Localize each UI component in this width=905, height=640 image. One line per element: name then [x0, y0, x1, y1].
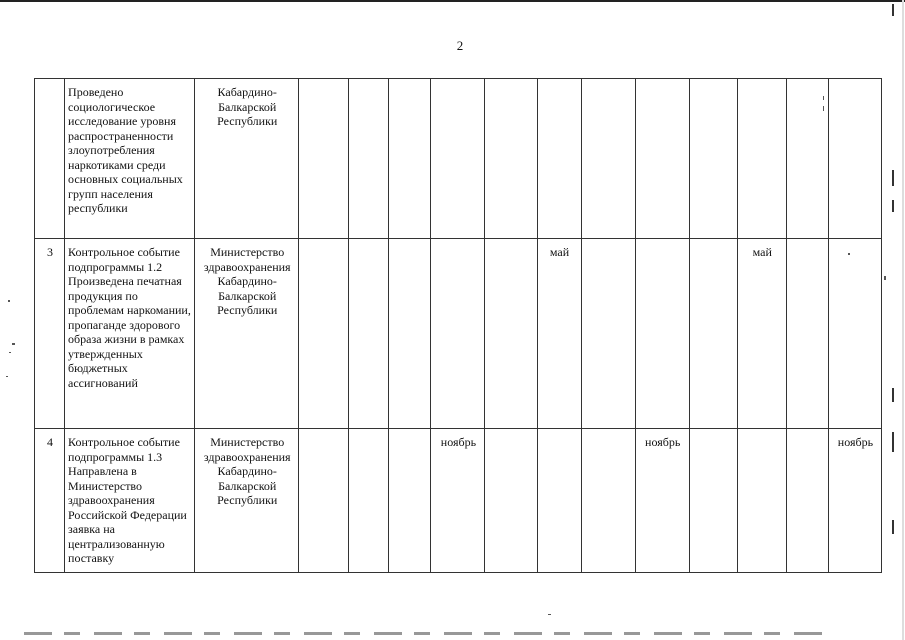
schedule-cell: [786, 79, 828, 239]
schedule-cell: [299, 239, 349, 429]
schedule-cell: [786, 429, 828, 573]
schedule-cell: [689, 429, 737, 573]
schedule-cell: [485, 79, 537, 239]
schedule-cell: ноябрь: [635, 429, 689, 573]
schedule-cell: [389, 239, 431, 429]
schedule-cell: [737, 79, 786, 239]
schedule-cell: май: [537, 239, 581, 429]
schedule-cell: [431, 79, 485, 239]
table-row: [35, 239, 882, 429]
schedule-cell: [349, 79, 389, 239]
schedule-cell: [786, 239, 828, 429]
event-description-cell: Контрольное событие подпрограммы 1.2 Произведена печатная продукция по проблемам наркомании, пропаганде здорового образа жизни в рамках утвержденных бюджетных ассигнований: [65, 239, 195, 429]
row-number-cell: 3: [35, 239, 65, 429]
schedule-cell: [581, 239, 635, 429]
schedule-cell: [581, 429, 635, 573]
responsible-executor-cell: Министерство здравоохранения Кабардино-Балкарской Республики: [195, 429, 299, 573]
schedule-cell: [635, 239, 689, 429]
schedule-cell: [689, 239, 737, 429]
table-body: [35, 79, 882, 573]
schedule-cell: ноябрь: [431, 429, 485, 573]
schedule-cell: [299, 429, 349, 573]
event-description-cell: Контрольное событие подпрограммы 1.3 Направлена в Министерство здравоохранения Российской Федерации заявка на централизованную поставку: [65, 429, 195, 573]
schedule-cell: [537, 429, 581, 573]
schedule-cell: [737, 429, 786, 573]
responsible-executor-cell: Министерство здравоохранения Кабардино-Балкарской Республики: [195, 239, 299, 429]
schedule-cell: [485, 429, 537, 573]
top-border-line: [0, 0, 905, 2]
schedule-cell: [389, 79, 431, 239]
schedule-cell: [485, 239, 537, 429]
bottom-scan-artifact: [24, 632, 824, 635]
schedule-cell: [828, 239, 881, 429]
schedule-cell: ноябрь: [828, 429, 881, 573]
table-row: [35, 429, 882, 573]
responsible-executor-cell: Кабардино-Балкарской Республики: [195, 79, 299, 239]
schedule-cell: [389, 429, 431, 573]
schedule-table: [34, 78, 882, 573]
schedule-cell: май: [737, 239, 786, 429]
schedule-cell: [689, 79, 737, 239]
page-edge: [902, 0, 904, 640]
schedule-cell: [299, 79, 349, 239]
schedule-cell: [581, 79, 635, 239]
row-number-cell: [35, 79, 65, 239]
row-number-cell: 4: [35, 429, 65, 573]
page-number: 2: [456, 38, 464, 53]
schedule-cell: [537, 79, 581, 239]
schedule-cell: [431, 239, 485, 429]
table-row: [35, 79, 882, 239]
schedule-cell: [635, 79, 689, 239]
schedule-cell: [828, 79, 881, 239]
schedule-cell: [349, 429, 389, 573]
schedule-cell: [349, 239, 389, 429]
event-description-cell: Проведено социологическое исследование уровня распространенности злоупотребления наркотиками среди основных социальных групп населения республики: [65, 79, 195, 239]
